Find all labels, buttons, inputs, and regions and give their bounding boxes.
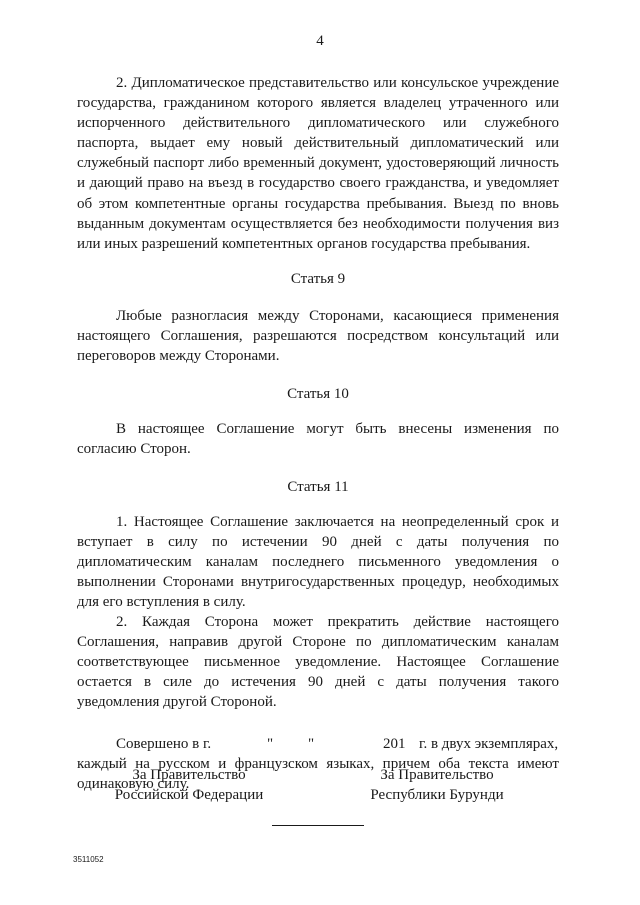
done-at-city-label: Совершено в г.: [116, 735, 212, 752]
article8-paragraph-2: 2. Дипломатическое представительство или консульское учреждение государства, гражданином которого является владелец утраченного или испорченного действительного дипломатического или служебного паспорта, выдает ему новый действительный дипломатический или служебный паспорт либо временный документ, удостоверяющий личность и дающий право на въезд в государство своего гражданства, и уведомляет об этом компетентные органы государства пребывания. Выезд по вновь выданным документам осуществляется без необходимости получения виз или иных разрешений компетентных органов государства пребывания.: [77, 75, 559, 252]
signature-burundi-line1: За Правительство: [380, 767, 494, 783]
signature-russia: [89, 765, 289, 805]
closing-rule: [272, 825, 364, 826]
signature-burundi: [337, 765, 537, 805]
article11-paragraph-1: 1. Настоящее Соглашение заключается на неопределенный срок и вступает в силу по истечении 90 дней с даты получения по дипломатическим каналам последнего письменного уведомления о выполнении Сторонами внутригосударственных процедур, необходимых для его вступления в силу.: [77, 513, 559, 610]
article9-text: Любые разногласия между Сторонами, касающиеся применения настоящего Соглашения, разрешаются посредством консультаций или переговоров между Сторонами.: [77, 307, 559, 365]
signature-russia-line2: Российской Федерации: [114, 787, 264, 804]
document-id: 3511052: [73, 855, 104, 864]
article11-heading: Статья 11: [287, 478, 349, 495]
article10-text: В настоящее Соглашение могут быть внесены изменения по согласию Сторон.: [77, 421, 559, 458]
article10-heading: Статья 10: [287, 386, 349, 403]
page-number: 4: [316, 33, 324, 49]
done-at-line: [77, 734, 559, 754]
done-at-copies: г. в двух экземплярах,: [419, 735, 559, 752]
done-at-year: 201: [383, 735, 406, 752]
done-at-languages: каждый на русском и французском языках, причем оба текста имеют одинаковую силу.: [77, 755, 559, 792]
signature-burundi-line2: Республики Бурунди: [370, 787, 504, 804]
signature-russia-line1: За Правительство: [132, 767, 246, 783]
done-at-quote-close: ": [308, 735, 315, 752]
article11-paragraph-2: 2. Каждая Сторона может прекратить действие настоящего Соглашения, направив другой Стороне по дипломатическим каналам соответствующее письменное уведомление. Настоящее Соглашение остается в силе до истечения 90 дней с даты получения такого уведомления другой Стороной.: [77, 614, 559, 711]
done-at-quote-open: ": [267, 735, 274, 752]
article9-heading: Статья 9: [290, 270, 346, 287]
document-body: [77, 73, 559, 794]
